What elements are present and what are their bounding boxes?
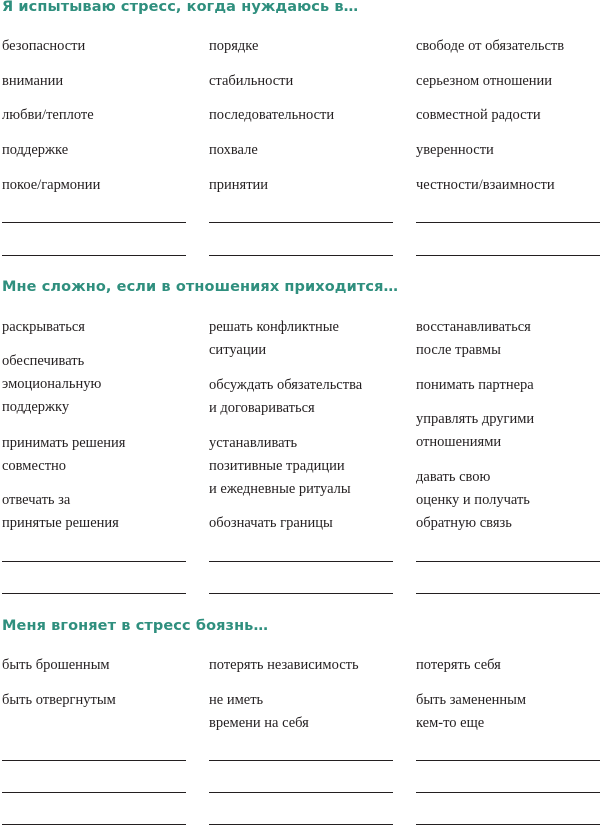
option-item: порядке [209,38,259,54]
option-item: эмоциональную [2,376,102,392]
option-item: обсуждать обязательства [209,377,363,393]
write-in-line[interactable] [416,222,600,223]
write-in-line[interactable] [209,222,393,223]
option-item: стабильности [209,73,294,89]
option-item: отвечать за [2,492,71,508]
option-item: последовательности [209,107,335,123]
option-item: оценку и получать [416,492,530,508]
write-in-line[interactable] [2,760,186,761]
option-item: времени на себя [209,715,309,731]
option-item: устанавливать [209,435,298,451]
write-in-line[interactable] [416,593,600,594]
option-item: быть отвергнутым [2,692,116,708]
option-item: быть замененным [416,692,527,708]
option-item: понимать партнера [416,377,534,393]
option-item: ситуации [209,342,267,358]
option-item: принятии [209,177,269,193]
option-item: совместно [2,458,67,474]
option-item: внимании [2,73,64,89]
write-in-line[interactable] [2,792,186,793]
write-in-line[interactable] [2,824,186,825]
option-item: потерять независимость [209,657,359,673]
section-heading: Я испытываю стресс, когда нуждаюсь в… [2,0,359,15]
option-item: раскрываться [2,319,85,335]
write-in-line[interactable] [209,593,393,594]
option-item: любви/теплоте [2,107,94,123]
option-item: потерять себя [416,657,501,673]
section-heading: Меня вгоняет в стресс боязнь… [2,618,269,634]
write-in-line[interactable] [209,824,393,825]
option-item: обратную связь [416,515,512,531]
option-item: принимать решения [2,435,126,451]
option-item: отношениями [416,434,502,450]
option-item: свободе от обязательств [416,38,565,54]
write-in-line[interactable] [416,824,600,825]
option-item: принятые решения [2,515,119,531]
option-item: восстанавливаться [416,319,531,335]
write-in-line[interactable] [416,760,600,761]
write-in-line[interactable] [209,255,393,256]
write-in-line[interactable] [416,792,600,793]
option-item: кем-то еще [416,715,485,731]
write-in-line[interactable] [416,561,600,562]
write-in-line[interactable] [416,255,600,256]
write-in-line[interactable] [209,792,393,793]
option-item: после травмы [416,342,501,358]
option-item: безопасности [2,38,86,54]
option-item: поддержке [2,142,69,158]
write-in-line[interactable] [2,255,186,256]
option-item: похвале [209,142,258,158]
write-in-line[interactable] [209,561,393,562]
option-item: не иметь [209,692,264,708]
write-in-line[interactable] [2,561,186,562]
option-item: быть брошенным [2,657,110,673]
option-item: управлять другими [416,411,535,427]
option-item: уверенности [416,142,494,158]
option-item: и договариваться [209,400,315,416]
option-item: обеспечивать [2,353,85,369]
option-item: позитивные традиции [209,458,345,474]
option-item: покое/гармонии [2,177,101,193]
write-in-line[interactable] [2,222,186,223]
write-in-line[interactable] [2,593,186,594]
option-item: совместной радости [416,107,541,123]
write-in-line[interactable] [209,760,393,761]
option-item: поддержку [2,399,70,415]
option-item: давать свою [416,469,491,485]
option-item: обозначать границы [209,515,333,531]
option-item: решать конфликтные [209,319,339,335]
option-item: серьезном отношении [416,73,553,89]
option-item: и ежедневные ритуалы [209,481,351,497]
option-item: честности/взаимности [416,177,555,193]
section-heading: Мне сложно, если в отношениях приходится… [2,279,399,295]
